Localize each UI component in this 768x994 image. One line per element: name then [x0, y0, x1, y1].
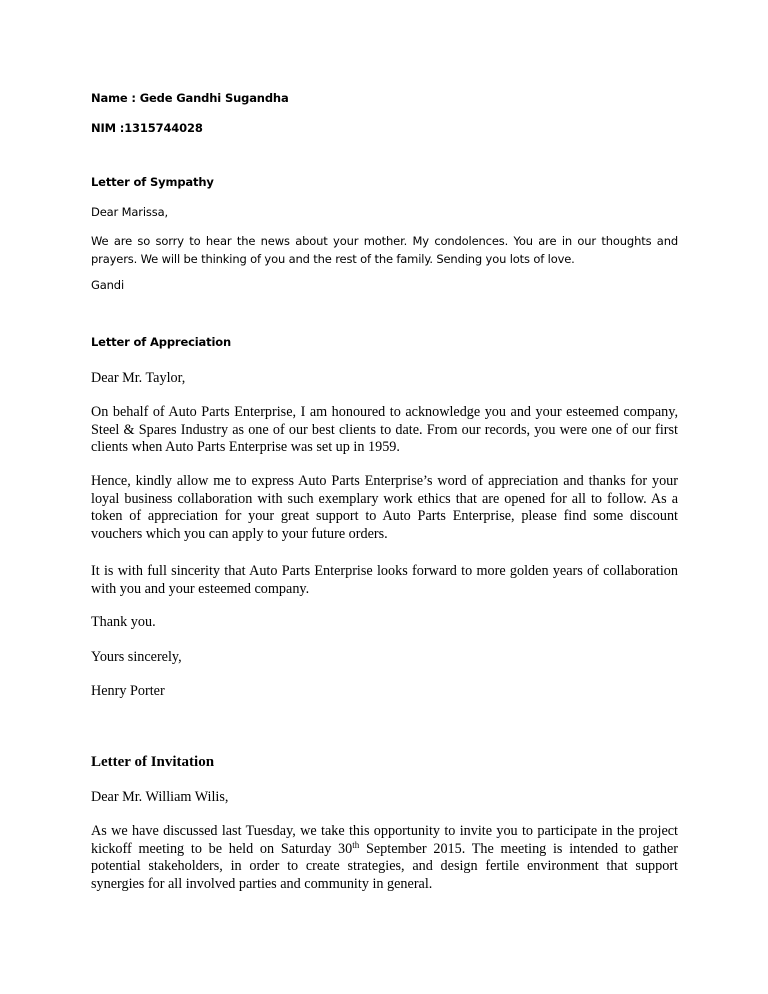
appreciation-paragraph-2: Hence, kindly allow me to express Auto Parts Enterprise’s word of appreciation and thanks for your loyal business collaboration with such exemplary work ethics that are opened for all to follow. As a token of appreciation for your great support to Auto Parts Enterprise, please find some discount vouchers which you can apply to your future orders. [91, 473, 678, 542]
appreciation-signature: Henry Porter [91, 683, 165, 699]
invitation-body-part-2: September 2015. The meeting is intended to gather potential stakeholders, in order to create strategies, and design fertile environment that support synergies for all involved parties and community in general. [91, 840, 678, 892]
sympathy-salutation: Dear Marissa, [91, 205, 168, 219]
student-name: Name : Gede Gandhi Sugandha [91, 91, 289, 105]
invitation-date-suffix: th [352, 839, 360, 850]
sympathy-body: We are so sorry to hear the news about your mother. My condolences. You are in our thoughts and prayers. We will be thinking of you and the rest of the family. Sending you lots of love. [91, 234, 678, 266]
invitation-salutation: Dear Mr. William Wilis, [91, 789, 229, 805]
sympathy-signature: Gandi [91, 278, 124, 292]
appreciation-title: Letter of Appreciation [91, 335, 232, 349]
invitation-body [91, 823, 678, 893]
appreciation-paragraph-1: On behalf of Auto Parts Enterprise, I am honoured to acknowledge you and your esteemed company, Steel & Spares Industry as one of our best clients to date. From our records, you were one of our first clients when Auto Parts Enterprise was set up in 1959. [91, 404, 678, 455]
appreciation-salutation: Dear Mr. Taylor, [91, 370, 186, 386]
student-nim: NIM :1315744028 [91, 121, 203, 135]
appreciation-closing: Yours sincerely, [91, 649, 182, 665]
invitation-title: Letter of Invitation [91, 754, 215, 770]
appreciation-thanks: Thank you. [91, 614, 156, 630]
appreciation-paragraph-3: It is with full sincerity that Auto Parts Enterprise looks forward to more golden years of collaboration with you and your esteemed company. [91, 563, 678, 597]
sympathy-title: Letter of Sympathy [91, 175, 214, 189]
invitation-body-part-1: As we have discussed last Tuesday, we take this opportunity to invite you to participate in the project kickoff meeting to be held on Saturday 30 [91, 823, 678, 857]
